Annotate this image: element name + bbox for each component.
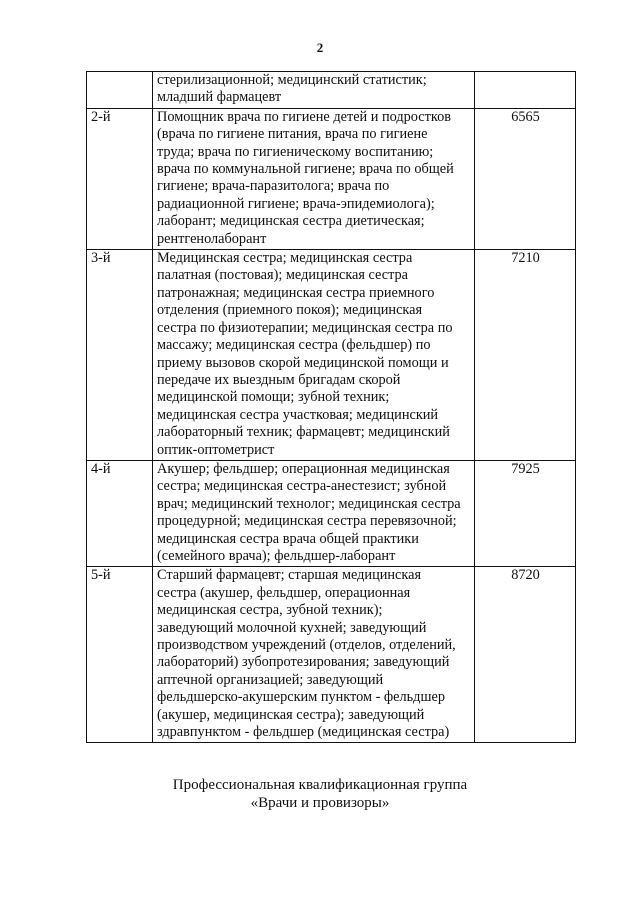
position-text-line: передаче их выездным бригадам скорой <box>157 371 401 388</box>
position-text-line: радиационной гигиене; врача-эпидемиолога); <box>157 195 435 212</box>
positions-cell <box>153 567 475 743</box>
salary-cell <box>475 72 576 109</box>
position-text-line: производством учреждений (отделов, отделений, <box>157 637 456 653</box>
positions-cell <box>153 72 475 109</box>
table-body <box>87 72 576 743</box>
position-text-line: медицинская сестра участковая; медицинский <box>157 406 439 423</box>
positions-cell <box>153 460 475 566</box>
position-text-line: лаборант; медицинская сестра диетическая; <box>157 213 425 230</box>
level-cell: 2-й <box>87 108 153 249</box>
position-text-line: Помощник врача по гигиене детей и подростков <box>157 108 452 125</box>
level-cell: 3-й <box>87 250 153 461</box>
level-cell: 5-й <box>87 567 153 743</box>
position-text-line: (семейного врача); фельдшер-лаборант <box>157 547 396 564</box>
position-text-line: оптик-оптометрист <box>157 441 275 458</box>
table-row <box>87 567 576 743</box>
section-title <box>0 776 640 812</box>
level-cell: 4-й <box>87 460 153 566</box>
position-text-line: труда; врача по гигиеническому воспитанию; <box>157 143 434 160</box>
position-text-line: аптечной организацией; заведующий <box>157 671 384 688</box>
page-number: 2 <box>316 40 324 55</box>
position-text-line: приему вызовов скорой медицинской помощи и <box>157 354 449 371</box>
position-text-line: врача по коммунальной гигиене; врача по общей <box>157 161 454 178</box>
position-text-line: Акушер; фельдшер; операционная медицинская <box>157 460 450 477</box>
position-text-line: стерилизационной; медицинский статистик; <box>157 72 427 88</box>
position-text-line: фельдшерско-акушерским пунктом - фельдшер <box>157 689 445 706</box>
section-title-line-1: Профессиональная квалификационная группа <box>172 777 468 793</box>
position-text-line: патронажная; медицинская сестра приемного <box>157 284 435 301</box>
position-text-line: медицинской помощи; зубной техник; <box>157 389 390 406</box>
position-text-line: сестра; медицинская сестра-анестезист; зубной <box>157 478 447 495</box>
position-text-line: заведующий молочной кухней; заведующий <box>157 619 427 636</box>
position-text-line: Старший фармацевт; старшая медицинская <box>157 567 422 584</box>
table-row <box>87 108 576 249</box>
position-text-line: (врача по гигиене питания, врача по гигиене <box>157 126 428 143</box>
position-text-line: сестра по физиотерапии; медицинская сестра по <box>157 319 453 336</box>
position-text-line: Медицинская сестра; медицинская сестра <box>157 250 413 267</box>
position-text-line: сестра (акушер, фельдшер, операционная <box>157 584 411 601</box>
table-row <box>87 72 576 109</box>
table-row <box>87 250 576 461</box>
position-text-line: лабораторий) зубопротезирования; заведующий <box>157 654 450 671</box>
position-text-line: гигиене; врача-паразитолога; врача по <box>157 178 390 195</box>
position-text-line: младший фармацевт <box>157 89 282 106</box>
positions-cell <box>153 108 475 249</box>
position-text-line: врач; медицинский технолог; медицинская сестра <box>157 495 461 512</box>
qualification-levels-table <box>86 71 576 743</box>
position-text-line: отделения (приемного покоя); медицинская <box>157 302 423 319</box>
salary-cell: 7925 <box>475 460 576 566</box>
section-title-line-2: «Врачи и провизоры» <box>250 795 390 811</box>
position-text-line: (акушер, медицинская сестра); заведующий <box>157 706 425 723</box>
position-text-line: рентгенолаборант <box>157 230 267 247</box>
level-cell <box>87 72 153 109</box>
salary-cell: 8720 <box>475 567 576 743</box>
salary-cell: 6565 <box>475 108 576 249</box>
position-text-line: медицинская сестра, зубной техник); <box>157 602 383 619</box>
position-text-line: здравпунктом - фельдшер (медицинская сестра) <box>157 724 450 741</box>
position-text-line: медицинская сестра врача общей практики <box>157 530 419 547</box>
salary-cell: 7210 <box>475 250 576 461</box>
position-text-line: палатная (постовая); медицинская сестра <box>157 267 409 284</box>
position-text-line: лабораторный техник; фармацевт; медицинский <box>157 424 450 441</box>
positions-cell <box>153 250 475 461</box>
position-text-line: процедурной; медицинская сестра перевязочной; <box>157 513 457 530</box>
table-row <box>87 460 576 566</box>
position-text-line: массажу; медицинская сестра (фельдшер) по <box>157 337 431 354</box>
